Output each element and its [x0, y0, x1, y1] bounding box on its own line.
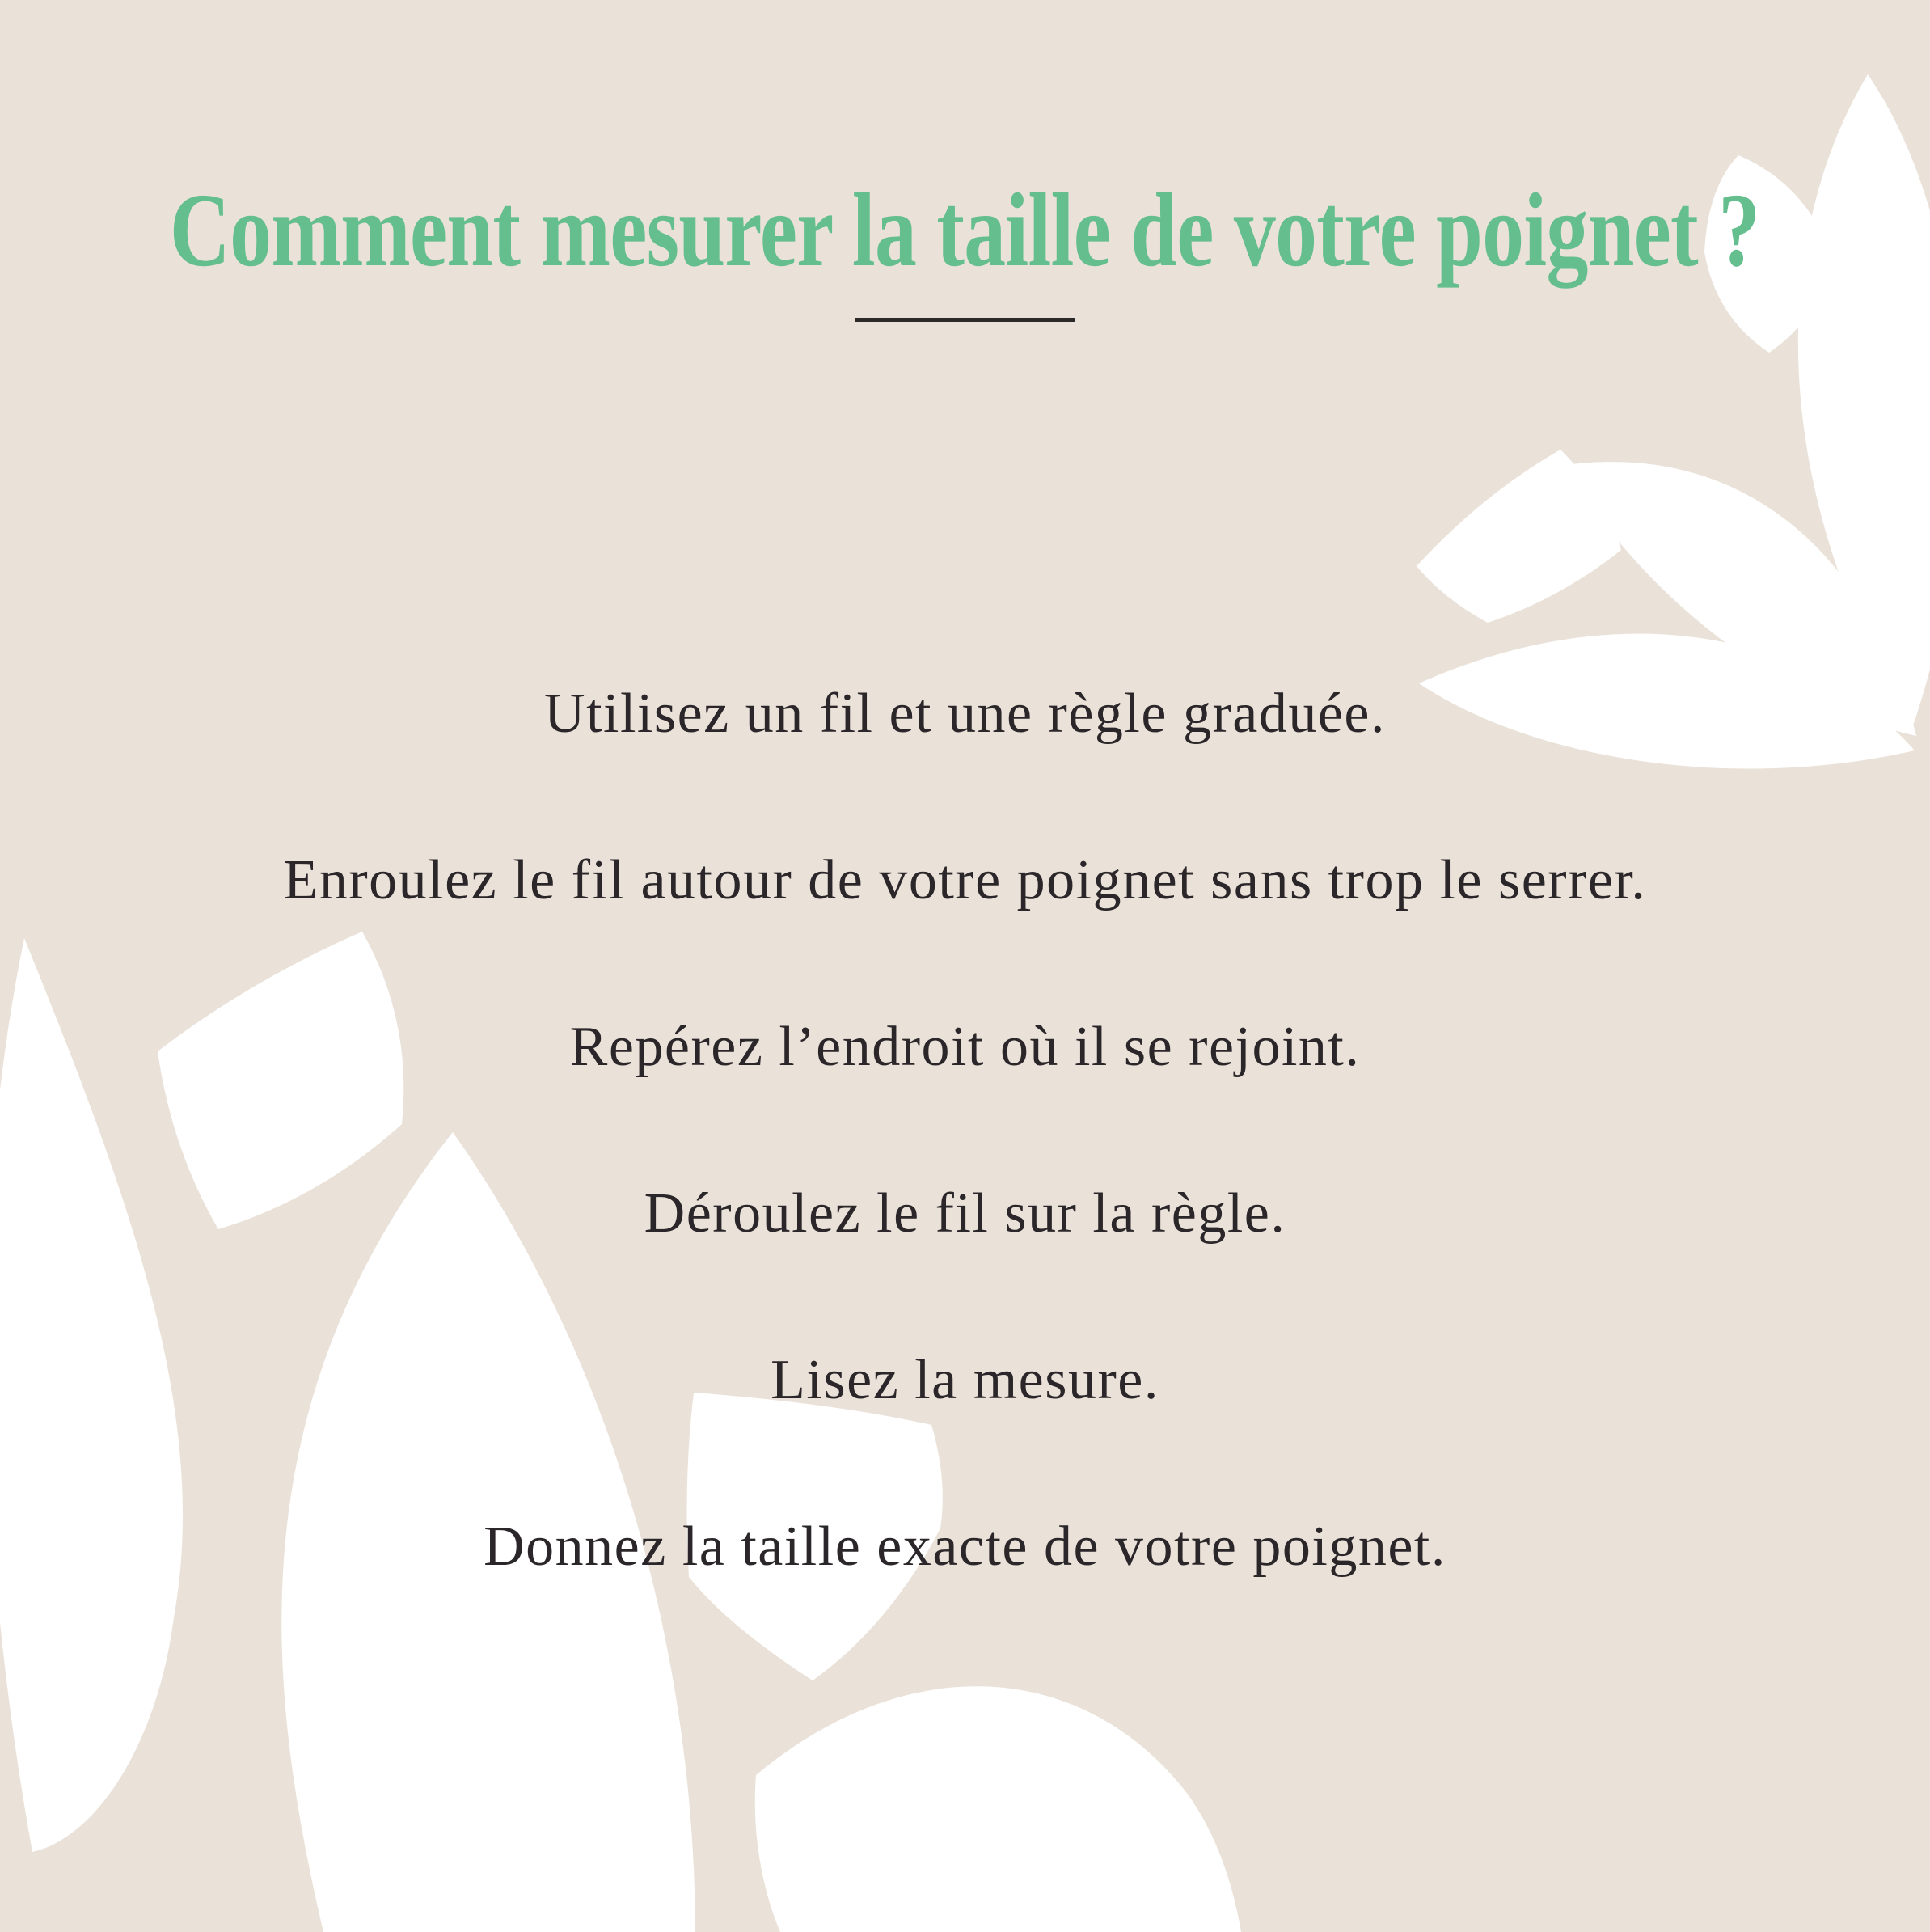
instruction-steps — [0, 631, 1930, 1630]
step-line: Repérez l’endroit où il se rejoint. — [569, 1016, 1361, 1078]
step-line: Enroulez le fil autour de votre poignet sans trop le serrer. — [283, 849, 1647, 911]
step-line: Lisez la mesure. — [771, 1349, 1159, 1411]
title-divider — [855, 318, 1075, 322]
page-title: Comment mesurer la taille de votre poignet ? — [170, 172, 1760, 289]
step-line: Donnez la taille exacte de votre poignet. — [484, 1516, 1446, 1578]
step-line: Utilisez un fil et une règle graduée. — [544, 683, 1386, 745]
lotus-petal-icon — [755, 1686, 1241, 1932]
header — [0, 166, 1930, 295]
step-line: Déroulez le fil sur la règle. — [644, 1182, 1286, 1245]
